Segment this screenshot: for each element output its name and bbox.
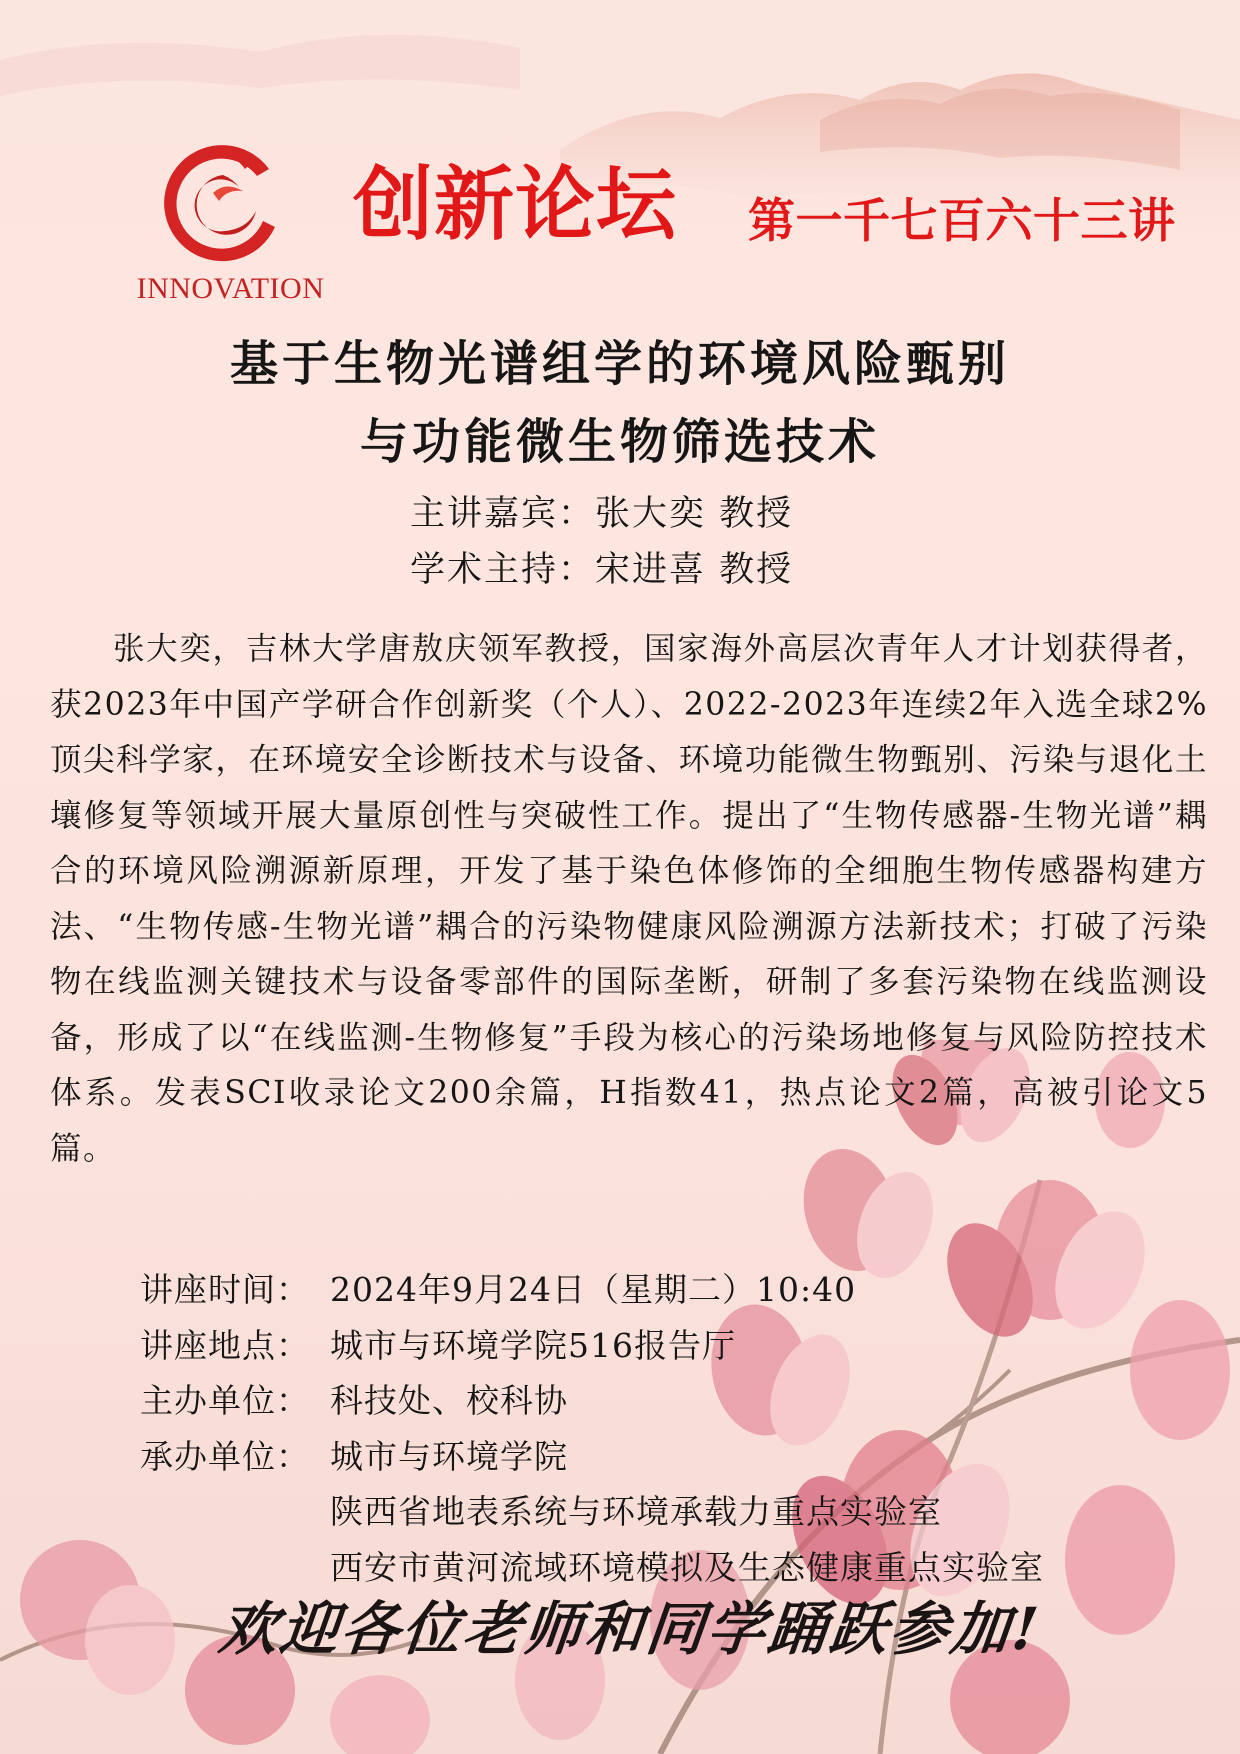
lecture-number: 第一千七百六十三讲 — [748, 194, 1176, 249]
welcome-message: 欢迎各位老师和同学踊跃参加! — [215, 1595, 1045, 1663]
organizer-value: 科技处、校科协 — [330, 1381, 568, 1420]
place-row — [140, 1318, 1044, 1374]
undertaker-value: 陕西省地表系统与环境承载力重点实验室 — [330, 1492, 942, 1531]
undertaker-row — [140, 1429, 1044, 1485]
organizer-row — [140, 1373, 1044, 1429]
place-label: 讲座地点： — [140, 1325, 310, 1365]
innovation-logo — [118, 135, 343, 315]
host-line — [410, 550, 794, 590]
undertaker-value: 西安市黄河流域环境模拟及生态健康重点实验室 — [330, 1547, 1044, 1587]
speaker-label: 主讲嘉宾： — [410, 494, 596, 534]
speaker-bio: 张大奕，吉林大学唐敖庆领军教授，国家海外高层次青年人才计划获得者，获2023年中国产学研合作创新奖（个人）、2022-2023年连续2年入选全球2%顶尖科学家，在环境安全诊断技术与设备、环境功能微生物甄别、污染与退化土壤修复等领域开展大量原创性与突破性工作。提出了“生物传感器-生物光谱”耦合的环境风险溯源新原理，开发了基于染色体修饰的全细胞生物传感器构建方法、“生物传感-生物光谱”耦合的污染物健康风险溯源方法新技术；打破了污染物在线监测关键技术与设备零部件的国际垄断，研制了多套污染物在线监测设备，形成了以“在线监测-生物修复”手段为核心的污染场地修复与风险防控技术体系。发表SCI收录论文200余篇，H指数41，热点论文2篇，高被引论文5篇。 — [50, 631, 1208, 1167]
time-label: 讲座时间： — [140, 1270, 310, 1309]
lecture-info — [140, 1262, 1044, 1595]
time-value: 2024年9月24日（星期二）10:40 — [330, 1270, 857, 1309]
undertaker-label: 承办单位： — [140, 1436, 310, 1476]
logo-text: INNOVATION — [136, 272, 325, 305]
host-name: 宋进喜 教授 — [595, 550, 794, 590]
speaker-name: 张大奕 教授 — [595, 494, 794, 534]
innovation-swirl-icon — [153, 135, 293, 270]
speaker-line — [410, 494, 794, 534]
place-value: 城市与环境学院516报告厅 — [330, 1325, 736, 1365]
undertaker-value: 城市与环境学院 — [330, 1436, 568, 1476]
host-label: 学术主持： — [410, 550, 596, 590]
forum-title: 创新论坛 — [353, 158, 677, 251]
talk-title-line2: 与功能微生物筛选技术 — [359, 414, 880, 470]
time-row — [140, 1262, 1044, 1318]
organizer-label: 主办单位： — [140, 1381, 310, 1420]
talk-title-line1: 基于生物光谱组学的环境风险甄别 — [229, 336, 1010, 392]
